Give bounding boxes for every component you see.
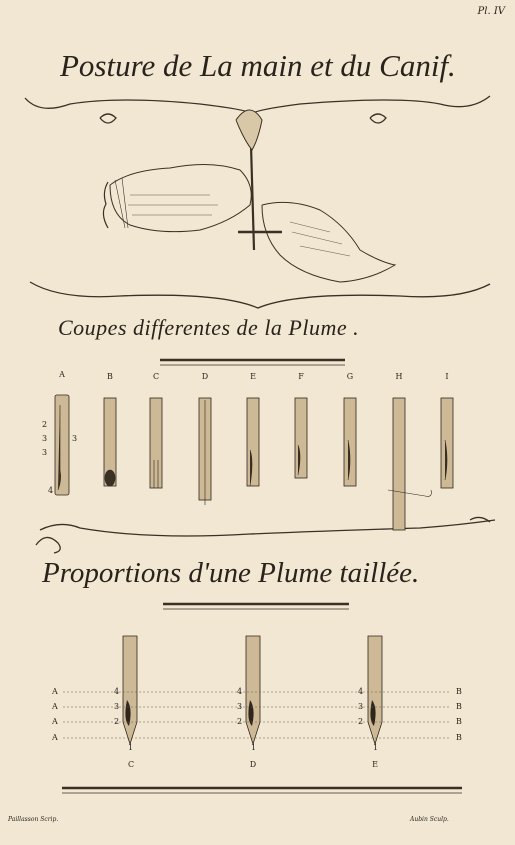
pen-a-mark-3c: 3 (42, 448, 48, 457)
pen-cuts-illustration (55, 395, 453, 530)
pen-d-level-2: 2 (237, 717, 243, 726)
row-label-a-2: A (52, 702, 58, 711)
pen-label-a: A (59, 370, 65, 379)
pen-c-level-4: 4 (114, 687, 120, 696)
pen-c-level-3: 3 (114, 702, 120, 711)
pen-a-mark-3a: 3 (42, 434, 48, 443)
pen-letter-c: C (127, 760, 135, 769)
hands-illustration (103, 110, 395, 282)
pen-e-level-1: 1 (373, 743, 379, 752)
pen-letter-d: D (249, 760, 257, 769)
pen-letter-e: E (372, 760, 378, 769)
title-proportions: Proportions d'une Plume taillée. (42, 557, 420, 589)
pen-d-level-1: 1 (251, 743, 257, 752)
pen-a-mark-3b: 3 (72, 434, 78, 443)
pen-label-f: F (298, 372, 304, 381)
row-label-b-3: B (456, 717, 462, 726)
pen-a-mark-2: 2 (42, 420, 48, 429)
credit-scribe: Paillasson Scrip. (8, 816, 59, 823)
proportion-pens (123, 636, 382, 744)
pen-e-level-4: 4 (358, 687, 364, 696)
pen-d-level-4: 4 (237, 687, 243, 696)
row-label-a-1: A (52, 687, 58, 696)
row-label-b-4: B (456, 733, 462, 742)
pen-label-h: H (395, 372, 403, 381)
pen-c-level-2: 2 (114, 717, 120, 726)
pen-label-e: E (250, 372, 256, 381)
pen-label-b: B (107, 372, 113, 381)
title-posture: Posture de La main et du Canif. (60, 48, 456, 83)
pen-label-g: G (346, 372, 354, 381)
credit-engraver: Aubin Sculp. (410, 816, 449, 823)
pen-e-level-3: 3 (358, 702, 364, 711)
plate-number: Pl. IV (477, 6, 505, 17)
row-label-b-1: B (456, 687, 462, 696)
title-coupes: Coupes differentes de la Plume . (58, 315, 360, 340)
pen-label-i: I (445, 372, 449, 381)
row-label-a-3: A (52, 717, 58, 726)
row-label-b-2: B (456, 702, 462, 711)
pen-label-d: D (201, 372, 209, 381)
pen-label-c: C (152, 372, 160, 381)
pen-e-level-2: 2 (358, 717, 364, 726)
row-label-a-4: A (52, 733, 58, 742)
pen-a-mark-4: 4 (48, 486, 54, 495)
pen-c-level-1: 1 (128, 743, 134, 752)
pen-d-level-3: 3 (237, 702, 243, 711)
